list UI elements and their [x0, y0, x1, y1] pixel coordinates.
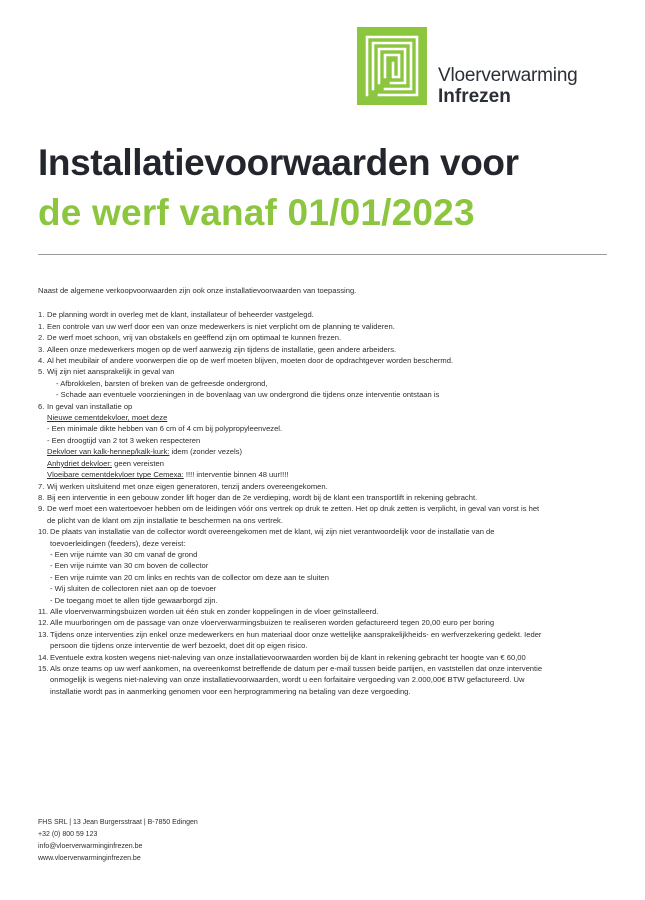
item-number: 2. — [38, 333, 45, 343]
condition-item-4 — [38, 355, 610, 366]
sub-item: - Een droogtijd van 2 tot 3 weken respecteren — [47, 435, 201, 445]
sub-item: - Afbrokkelen, barsten of breken van de gefreesde ondergrond, — [56, 378, 268, 388]
item-text: In geval van installatie op — [47, 401, 133, 411]
item-text: De werf moet een watertoevoer hebben om de leidingen vóór ons vertrek op druk te zetten. Het op druk zetten is verplicht, in geval van vorst is het — [47, 504, 540, 514]
title-divider — [38, 254, 607, 255]
item-number: 1. — [38, 321, 45, 331]
item-number: 15. — [38, 664, 49, 673]
company-footer — [38, 817, 198, 865]
green-square-maze-icon — [357, 27, 427, 105]
item-text: De werf moet schoon, vrij van obstakels en geëffend zijn om optimaal te kunnen frezen. — [47, 333, 342, 343]
subheading-lime-hemp: Dekvloer van kalk-hennep/kalk-kurk: — [47, 447, 170, 457]
intro-text: Naast de algemene verkoopvoorwaarden zijn ook onze installatievoorwaarden van toepassing. — [38, 286, 357, 295]
condition-item-7 — [38, 481, 610, 492]
sub-item: - De toegang moet te allen tijde gewaarborgd zijn. — [50, 595, 218, 605]
sub-item: - Een vrije ruimte van 20 cm links en rechts van de collector om deze aan te sluiten — [50, 572, 329, 582]
sub-item-liquid-cement — [47, 469, 610, 480]
sub-item-anhydrite — [47, 458, 610, 469]
page-title — [38, 142, 628, 234]
item-text: installatie wordt pas in aanmerking genomen voor een herprogrammering na betaling van deze vergoeding. — [50, 686, 411, 696]
condition-item-13 — [38, 629, 610, 652]
brand-logo — [357, 27, 607, 107]
item-text: De planning wordt in overleg met de klant, installateur of beheerder vastgelegd. — [47, 310, 314, 320]
sub-item: - Wij sluiten de collectoren niet aan op de toevoer — [50, 584, 217, 594]
sub-item: - Een vrije ruimte van 30 cm boven de collector — [50, 561, 209, 571]
item-text: Tijdens onze interventies zijn enkel onze medewerkers en hun materiaal door onze wettelijke aansprakelijkheids- en werfverzekering gedekt. Ieder — [50, 629, 542, 639]
item-number: 13. — [38, 629, 49, 639]
item-text: Eventuele extra kosten wegens niet-naleving van onze installatievoorwaarden worden bij de klant in rekening gebracht ter hoogte van € 60,00 — [50, 652, 526, 662]
brand-name — [438, 65, 578, 107]
conditions-body — [38, 285, 610, 697]
item-number: 6. — [38, 401, 45, 411]
sub-item-text: geen vereisten — [112, 458, 164, 468]
condition-item-10 — [38, 526, 610, 606]
footer-website[interactable]: www.vloerverwarminginfrezen.be — [38, 855, 141, 862]
title-line-2: de werf vanaf 01/01/2023 — [38, 192, 475, 233]
condition-item-2 — [38, 332, 610, 343]
item-number: 9. — [38, 504, 45, 514]
item-text: Bij een interventie in een gebouw zonder lift hoger dan de 2e verdieping, wordt bij de klant een transportlift in rekening gebracht. — [47, 492, 478, 502]
condition-item-1b — [38, 321, 610, 332]
subheading-anhydrite: Anhydriet dekvloer: — [47, 458, 113, 468]
item-text: Alle muurboringen om de passage van onze vloerverwarmingsbuizen te realiseren worden gefactureerd tegen 20,00 euro per boring — [50, 618, 495, 628]
item-text: Alleen onze medewerkers mogen op de werf aanwezig zijn tijdens de installatie, geen andere arbeiders. — [47, 344, 397, 354]
footer-email[interactable]: info@vloerverwarminginfrezen.be — [38, 843, 143, 850]
item-text: toevoerleidingen (feeders), deze vereist: — [50, 538, 186, 548]
subheading-new-cement-screed: Nieuwe cementdekvloer, moet deze — [47, 413, 168, 423]
sub-item-text: !!!! interventie binnen 48 uur!!!! — [183, 470, 289, 480]
condition-item-9 — [38, 503, 610, 526]
subheading-liquid-cement: Vloeibare cementdekvloer type Cemexa: — [47, 470, 184, 480]
condition-item-12 — [38, 617, 610, 628]
sub-item: - Schade aan eventuele voorzieningen in de bovenlaag van uw ondergrond die tijdens onze interventie ontstaan is — [56, 390, 440, 400]
footer-phone: +32 (0) 800 59 123 — [38, 831, 98, 838]
title-line-1: Installatievoorwaarden voor — [38, 142, 519, 183]
condition-item-1 — [38, 309, 610, 320]
item-number: 5. — [38, 367, 45, 377]
item-number: 3. — [38, 344, 45, 354]
item-text: Een controle van uw werf door een van onze medewerkers is niet verplicht om de planning te valideren. — [47, 321, 395, 331]
condition-item-5 — [38, 366, 610, 400]
item-text: persoon die tijdens onze interventie de werf bezoekt, doet dit op eigen risico. — [50, 641, 308, 651]
item-text: Alle vloerverwarmingsbuizen worden uit één stuk en zonder koppelingen in de vloer geïnstalleerd. — [50, 606, 379, 616]
footer-address: FHS SRL | 13 Jean Burgersstraat | B-7850 Edingen — [38, 819, 198, 826]
item-text: onmogelijk is wegens niet-naleving van onze installatievoorwaarden, wordt u een forfaitaire vergoeding van 2.000,00€ BTW gefactureerd. Uw — [50, 675, 525, 685]
condition-item-14 — [38, 652, 610, 663]
item-number: 8. — [38, 492, 45, 502]
item-number: 7. — [38, 481, 45, 491]
item-text: de plicht van de klant om zijn installatie te beschermen na ons vertrek. — [47, 515, 283, 525]
item-number: 4. — [38, 356, 45, 366]
condition-item-15 — [38, 663, 610, 697]
item-number: 12. — [38, 618, 49, 628]
item-number: 10. — [38, 527, 49, 537]
item-text: Wij zijn niet aansprakelijk in geval van — [47, 367, 175, 377]
sub-item: - Een minimale dikte hebben van 6 cm of 4 cm bij polypropyleenvezel. — [47, 424, 283, 434]
condition-item-11 — [38, 606, 610, 617]
condition-item-6 — [38, 401, 610, 481]
item-text: Wij werken uitsluitend met onze eigen generatoren, tenzij anders overeengekomen. — [47, 481, 328, 491]
brand-name-line2: Infrezen — [438, 86, 511, 107]
sub-item: - Een vrije ruimte van 30 cm vanaf de grond — [50, 549, 198, 559]
item-number: 14. — [38, 652, 49, 662]
item-text: Al het meubilair of andere voorwerpen die op de werf moeten blijven, moeten door de opdrachtgever worden beschermd. — [47, 356, 454, 366]
sub-item-text: idem (zonder vezels) — [169, 447, 242, 457]
sub-item-lime-hemp — [47, 446, 610, 457]
item-text: De plaats van installatie van de collector wordt overeengekomen met de klant, wij zijn niet verantwoordelijk voor de installatie van de — [50, 527, 495, 537]
condition-item-8 — [38, 492, 610, 503]
item-number: 1. — [38, 310, 45, 320]
item-number: 11. — [38, 606, 48, 616]
item-text: Als onze teams op uw werf aankomen, na overeenkomst betreffende de datum per e-mail tussen beide partijen, en vaststellen dat onze interventie — [50, 664, 543, 673]
brand-name-line1: Vloerverwarming — [438, 65, 578, 86]
condition-item-3 — [38, 344, 610, 355]
